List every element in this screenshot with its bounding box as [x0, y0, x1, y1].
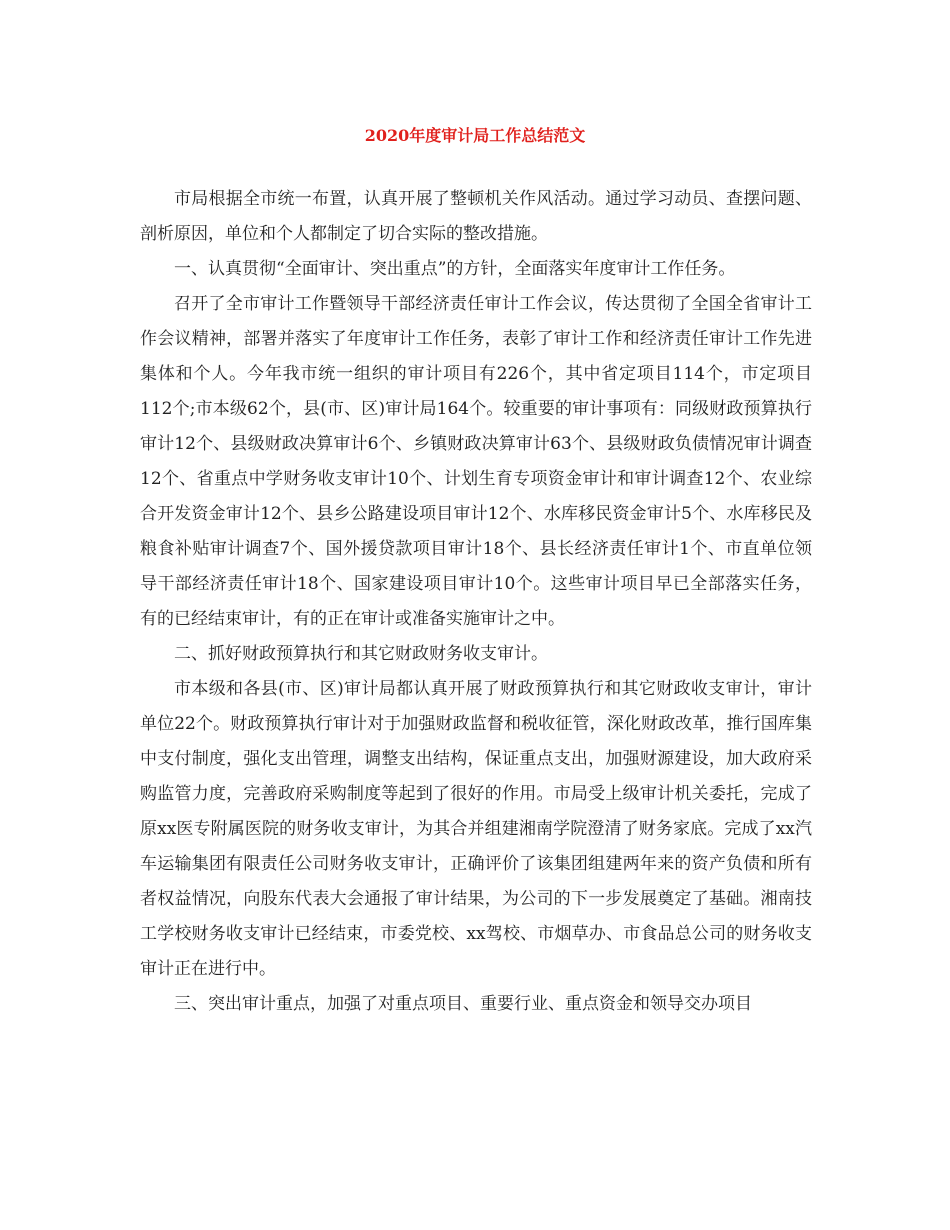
document-title: 2020年度审计局工作总结范文: [364, 126, 586, 145]
paragraph-heading-3: 三、突出审计重点，加强了对重点项目、重要行业、重点资金和领导交办项目: [174, 994, 752, 1014]
paragraph-intro: 市局根据全市统一布置，认真开展了整顿机关作风活动。通过学习动员、查摆问题、剖析原因，单位和个人都制定了切合实际的整改措施。: [140, 189, 812, 244]
paragraph-budget-audit: 市本级和各县(市、区)审计局都认真开展了财政预算执行和其它财政收支审计，审计单位22个。财政预算执行审计对于加强财政监督和税收征管，深化财政改革，推行国库集中支付制度，强化支出管理，调整支出结构，保证重点支出，加强财源建设，加大政府采购监管力度，完善政府采购制度等起到了很好的作用。市局受上级审计机关委托，完成了原xx医专附属医院的财务收支审计，为其合并组建湘南学院澄清了财务家底。完成了xx汽车运输集团有限责任公司财务收支审计，正确评价了该集团组建两年来的资产负债和所有者权益情况，向股东代表大会通报了审计结果，为公司的下一步发展奠定了基础。湘南技工学校财务收支审计已经结束，市委党校、xx驾校、市烟草办、市食品总公司的财务收支审计正在进行中。: [140, 679, 812, 979]
paragraph-heading-2: 二、抓好财政预算执行和其它财政财务收支审计。: [174, 644, 548, 664]
document-body: [140, 182, 812, 1022]
paragraph-heading-1: 一、认真贯彻“全面审计、突出重点”的方针，全面落实年度审计工作任务。: [174, 259, 736, 279]
paragraph-audit-tasks: 召开了全市审计工作暨领导干部经济责任审计工作会议，传达贯彻了全国全省审计工作会议精神，部署并落实了年度审计工作任务，表彰了审计工作和经济责任审计工作先进集体和个人。今年我市统一组织的审计项目有226个，其中省定项目114个，市定项目112个;市本级62个，县(市、区)审计局164个。较重要的审计事项有：同级财政预算执行审计12个、县级财政决算审计6个、乡镇财政决算审计63个、县级财政负债情况审计调查12个、省重点中学财务收支审计10个、计划生育专项资金审计和审计调查12个、农业综合开发资金审计12个、县乡公路建设项目审计12个、水库移民资金审计5个、水库移民及粮食补贴审计调查7个、国外援贷款项目审计18个、县长经济责任审计1个、市直单位领导干部经济责任审计18个、国家建设项目审计10个。这些审计项目早已全部落实任务，有的已经结束审计，有的正在审计或准备实施审计之中。: [140, 294, 812, 629]
